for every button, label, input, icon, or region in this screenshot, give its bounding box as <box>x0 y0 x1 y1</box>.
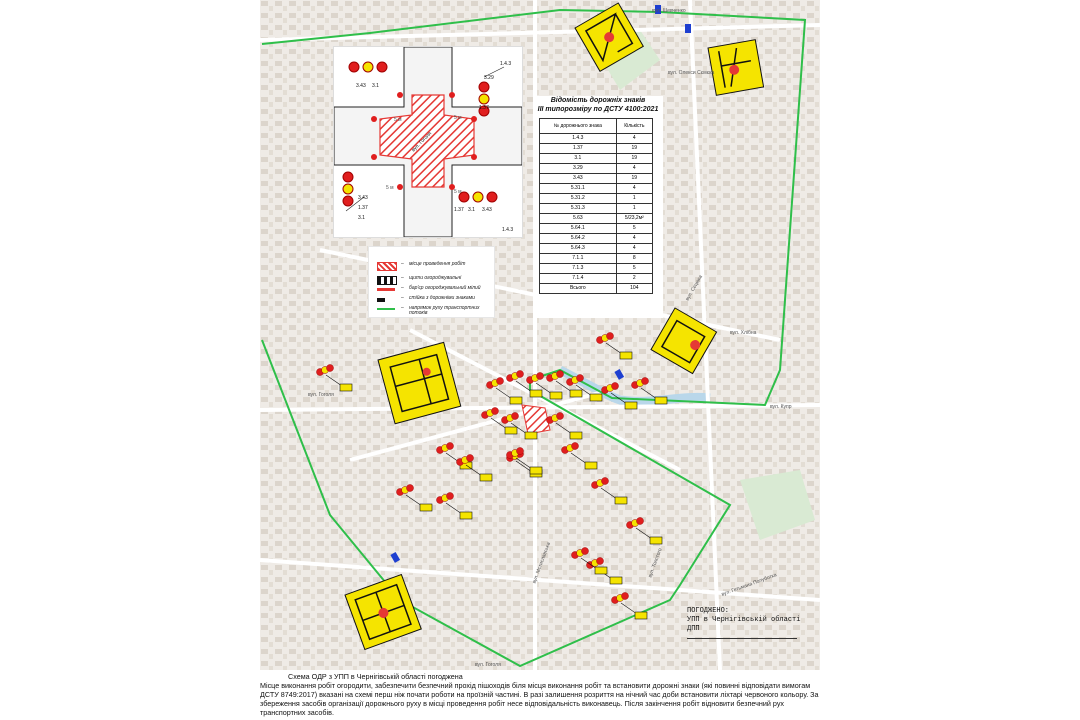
sign-number: 5.63 <box>540 214 617 224</box>
sign-qty: 4 <box>616 164 652 174</box>
signs-table <box>539 118 653 294</box>
sign-marker <box>577 375 584 382</box>
dim-label: 5 м <box>386 185 394 191</box>
sign-marker <box>637 518 644 525</box>
inset-sign <box>479 82 489 92</box>
total-qty: 104 <box>616 284 652 294</box>
sign-code: 3.29 <box>484 75 494 81</box>
route-line-icon <box>377 308 395 310</box>
legend-item-worksite: – місце проведення робіт <box>369 261 494 271</box>
sign-marker <box>492 408 499 415</box>
detail-tag <box>480 474 492 481</box>
table-row <box>540 234 653 244</box>
sign-marker <box>517 371 524 378</box>
approval-caption: Схема ОДР з УПП в Чернігівській області погоджена <box>288 672 463 681</box>
street-label: вул. Олекси Сємєка <box>668 70 715 76</box>
detail-tag <box>655 397 667 404</box>
table-row <box>540 154 653 164</box>
sign-marker <box>582 548 589 555</box>
dim-label: 5 м <box>454 189 462 195</box>
sign-qty: 4 <box>616 244 652 254</box>
sign-marker <box>572 443 579 450</box>
sign-marker <box>537 373 544 380</box>
sign-code: 1.4.3 <box>502 227 514 233</box>
detail-tag <box>525 432 537 439</box>
inset-sign <box>363 62 373 72</box>
sign-marker <box>512 413 519 420</box>
detail-tag <box>420 504 432 511</box>
barrier-light <box>371 154 377 160</box>
inset-sign <box>349 62 359 72</box>
dim-label: 5 м <box>394 117 402 123</box>
sign-marker <box>327 365 334 372</box>
table-row <box>540 214 653 224</box>
total-label: Всього <box>540 284 617 294</box>
sign-marker <box>467 455 474 462</box>
detail-tag <box>635 612 647 619</box>
approval-title: ПОГОДЖЕНО: <box>687 607 730 615</box>
col-header-sign: № дорожнього знака <box>540 119 617 134</box>
detail-tag <box>650 537 662 544</box>
sign-number: 1.4.3 <box>540 134 617 144</box>
sign-code: 3.1 <box>372 83 379 89</box>
street-label: вул. Сєцюка <box>684 274 704 302</box>
table-title-2: ІІІ типорозміру по ДСТУ 4100:2021 <box>537 106 659 113</box>
table-row <box>540 144 653 154</box>
sign-number: 5.64.3 <box>540 244 617 254</box>
barrier-light <box>449 92 455 98</box>
barrier-light <box>397 92 403 98</box>
sign-code: 1.4.3 <box>500 61 512 67</box>
sign-marker <box>447 443 454 450</box>
legend-item-route: – напрямок руху транспортних потоків <box>369 305 494 315</box>
sign-marker <box>597 558 604 565</box>
sign-number: 1.37 <box>540 144 617 154</box>
detail-tag <box>550 392 562 399</box>
sign-number: 5.64.1 <box>540 224 617 234</box>
inset-sign <box>487 192 497 202</box>
inset-sign <box>343 184 353 194</box>
site-label: вул. Гоголя <box>410 130 434 154</box>
sign-marker <box>517 448 524 455</box>
sign-number: 7.1.3 <box>540 264 617 274</box>
sign-code: 1.37 <box>479 105 489 111</box>
detail-tag <box>615 497 627 504</box>
table-row <box>540 264 653 274</box>
table-row <box>540 134 653 144</box>
inset-sign <box>343 196 353 206</box>
sign-code: 3.1 <box>358 215 365 221</box>
col-header-qty: Кількість <box>616 119 652 134</box>
inset-sign <box>343 172 353 182</box>
legend-item-bar: – бар'єр огороджувальний мілий <box>369 285 494 295</box>
sign-qty: 4 <box>616 134 652 144</box>
sign-qty: 5 <box>616 224 652 234</box>
sign-qty: 5/23,2м² <box>616 214 652 224</box>
detail-tag <box>530 390 542 397</box>
sign-qty: 5 <box>616 264 652 274</box>
sign-code: 3.43 <box>356 83 366 89</box>
sign-marker <box>447 493 454 500</box>
street-label: вул. Толстого <box>647 547 664 579</box>
sign-number: 5.31.1 <box>540 184 617 194</box>
sign-qty: 19 <box>616 154 652 164</box>
sign-number: 3.29 <box>540 164 617 174</box>
sign-marker <box>612 383 619 390</box>
table-row <box>540 164 653 174</box>
sign-marker <box>557 413 564 420</box>
signs-table-panel <box>533 96 663 318</box>
sign-marker <box>497 378 504 385</box>
detail-tag <box>530 467 542 474</box>
callout-box <box>708 40 764 96</box>
sign-qty: 19 <box>616 144 652 154</box>
barrier-icon <box>377 276 397 285</box>
scheme-notes <box>260 672 820 717</box>
detail-tag <box>595 567 607 574</box>
inset-sign <box>377 62 387 72</box>
sign-qty: 8 <box>616 254 652 264</box>
legend-item-barrier: – щити огороджувальні <box>369 275 494 285</box>
sign-marker <box>622 593 629 600</box>
detail-tag <box>590 394 602 401</box>
barrier-light <box>471 116 477 122</box>
bar-icon <box>377 288 395 291</box>
inset-sign <box>473 192 483 202</box>
sign-marker <box>407 485 414 492</box>
sign-marker <box>557 371 564 378</box>
sign-marker <box>602 478 609 485</box>
sign-code: 1.37 <box>358 205 368 211</box>
detail-tag <box>570 390 582 397</box>
sign-number: 3.43 <box>540 174 617 184</box>
barrier-light <box>371 116 377 122</box>
dim-label: 5 м <box>454 115 462 121</box>
table-row <box>540 254 653 264</box>
street-label: вул. Гетьмана Полуботка <box>720 572 778 598</box>
table-row <box>540 174 653 184</box>
sign-marker <box>642 378 649 385</box>
intersection-detail-inset <box>333 46 523 238</box>
detail-tag <box>340 384 352 391</box>
detail-tag <box>585 462 597 469</box>
hatch-icon <box>377 262 397 271</box>
sign-qty: 1 <box>616 194 652 204</box>
sign-number: 5.31.2 <box>540 194 617 204</box>
approval-block <box>687 607 807 639</box>
sign-number: 5.31.3 <box>540 204 617 214</box>
street-label: вул. Хлібна <box>730 330 757 336</box>
detail-tag <box>570 432 582 439</box>
sign-qty: 2 <box>616 274 652 284</box>
sign-qty: 1 <box>616 204 652 214</box>
legend-item-pole: – стійка з дорожніми знаками <box>369 295 494 305</box>
sign-code: 1.37 <box>454 207 464 213</box>
sign-number: 5.64.2 <box>540 234 617 244</box>
detail-tag <box>505 427 517 434</box>
notes-text: Місце виконання робіт огородити, забезпечити безпечний прохід пішоходів біля місця виконання робіт та встановити дорожні знаки (які повинні відповідати вимогам ДСТУ 8749:2017) вказані на схемі перш ніж почати роботи на проїзній частині. В разі залишення розриття на нічний час доби встановити ліхтарі червоного кольору. За збереження засобів організації дорожнього руху в місці проведення робіт несе відповідальність виконавець. Після закінчення робіт відновити безпечний рух транспортних засобів. <box>260 681 819 717</box>
sign-qty: 4 <box>616 184 652 194</box>
sign-qty: 4 <box>616 234 652 244</box>
sign-number: 7.1.1 <box>540 254 617 264</box>
table-row <box>540 194 653 204</box>
detail-tag <box>510 397 522 404</box>
sign-number: 3.1 <box>540 154 617 164</box>
scheme-sheet <box>260 0 820 720</box>
table-row <box>540 244 653 254</box>
detail-tag <box>610 577 622 584</box>
sign-number: 7.1.4 <box>540 274 617 284</box>
sign-code: 3.43 <box>358 195 368 201</box>
approval-org: УПП в Чернігівській області ДПП <box>687 616 801 633</box>
legend <box>368 246 495 318</box>
sign-code: 3.43 <box>482 207 492 213</box>
table-row <box>540 184 653 194</box>
pole-icon <box>377 298 385 302</box>
sign-marker <box>607 333 614 340</box>
table-row <box>540 274 653 284</box>
table-row <box>540 224 653 234</box>
barrier-light <box>397 184 403 190</box>
detail-tag <box>460 512 472 519</box>
table-row <box>540 204 653 214</box>
detail-tag <box>620 352 632 359</box>
inset-sign <box>479 94 489 104</box>
sign-code: 3.1 <box>468 207 475 213</box>
street-label: вул. Гоголя <box>475 662 501 668</box>
barrier-light <box>471 154 477 160</box>
table-title-1: Відомість дорожніх знаків <box>550 97 646 104</box>
detail-tag <box>625 402 637 409</box>
street-label: вул. Купр <box>770 404 792 410</box>
street-label: вул. Шевченко <box>652 8 686 14</box>
sign-qty: 19 <box>616 174 652 184</box>
street-label: вул. Мстиславська <box>531 541 552 585</box>
street-label: вул. Гоголя <box>308 392 334 398</box>
